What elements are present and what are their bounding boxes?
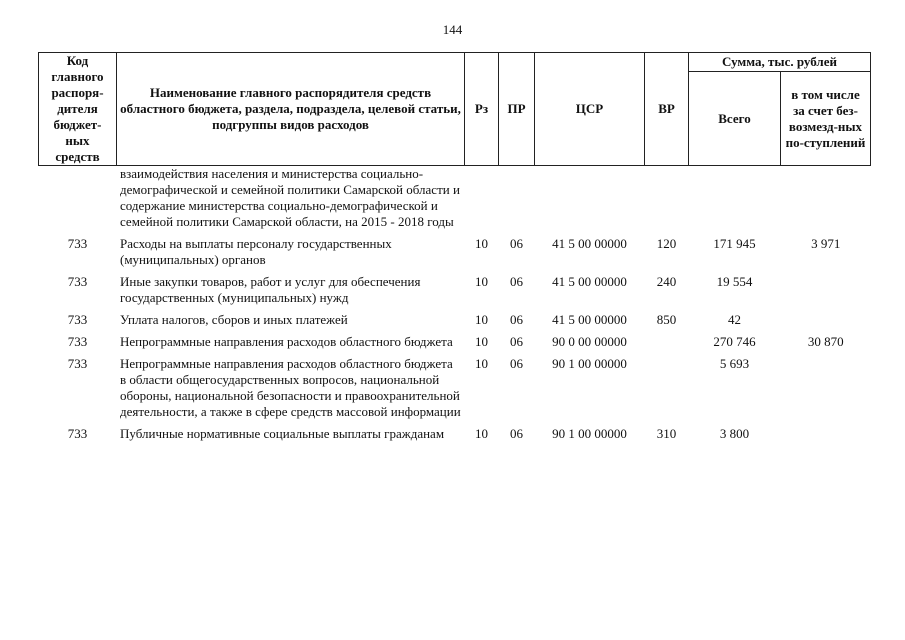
cell-free <box>781 270 871 308</box>
page-number: 144 <box>442 22 463 37</box>
continuation-text: взаимодействия населения и министерства социально-демографической и семейной политики Самарской области и содержание министерства социально-демографической и семейной политики Самарской области, на 2015 - 2018 годы <box>120 166 460 229</box>
cell-pr: 06 <box>510 236 523 251</box>
cell-name: Уплата налогов, сборов и иных платежей <box>120 312 348 327</box>
header-total: Всего <box>689 72 781 166</box>
cell-rz: 10 <box>475 236 488 251</box>
cell-pr: 06 <box>510 334 523 349</box>
cell-free: 3 971 <box>811 236 841 251</box>
cell-csr: 90 1 00 00000 <box>552 426 627 441</box>
table-header <box>39 53 871 166</box>
cell-csr: 90 0 00 00000 <box>552 334 627 349</box>
cell-vr: 310 <box>656 426 677 441</box>
table-row <box>39 330 871 352</box>
header-vr: ВР <box>645 53 689 166</box>
cell-total: 42 <box>728 312 741 327</box>
cell-pr: 06 <box>510 356 523 371</box>
cell-code: 733 <box>67 356 88 371</box>
cell-csr: 90 1 00 00000 <box>552 356 627 371</box>
budget-table <box>38 52 871 444</box>
cell-code: 733 <box>67 426 88 441</box>
table-row <box>39 308 871 330</box>
header-pr: ПР <box>499 53 535 166</box>
cell-rz: 10 <box>475 334 488 349</box>
cell-csr: 41 5 00 00000 <box>552 236 627 251</box>
cell-pr: 06 <box>510 426 523 441</box>
cell-free <box>781 352 871 422</box>
cell-vr: 850 <box>656 312 677 327</box>
table-row <box>39 422 871 444</box>
cell-vr: 240 <box>656 274 677 289</box>
cell-pr: 06 <box>510 274 523 289</box>
cell-name: Расходы на выплаты персоналу государственных (муниципальных) органов <box>120 236 392 267</box>
header-rz: Рз <box>465 53 499 166</box>
cell-name: Непрограммные направления расходов областного бюджета в области общегосударственных вопросов, национальной обороны, национальной безопасности и правоохранительной деятельности, а также в сфере средств массовой информации <box>120 356 461 419</box>
cell-name: Непрограммные направления расходов областного бюджета <box>120 334 453 349</box>
header-sum: Сумма, тыс. рублей <box>689 53 871 72</box>
cell-pr: 06 <box>510 312 523 327</box>
cell-rz: 10 <box>475 426 488 441</box>
cell-free: 30 870 <box>807 334 844 349</box>
cell-code: 733 <box>67 312 88 327</box>
table-row <box>39 352 871 422</box>
cell-name: Публичные нормативные социальные выплаты гражданам <box>120 426 445 441</box>
cell-csr: 41 5 00 00000 <box>552 312 627 327</box>
cell-csr: 41 5 00 00000 <box>552 274 627 289</box>
cell-total: 3 800 <box>719 426 750 441</box>
cell-name: Иные закупки товаров, работ и услуг для обеспечения государственных (муниципальных) нужд <box>120 274 421 305</box>
header-csr: ЦСР <box>535 53 645 166</box>
header-free: в том числе за счет без-возмезд-ных по-ступлений <box>781 72 871 166</box>
continuation-row <box>39 166 871 233</box>
cell-total: 171 945 <box>713 236 756 251</box>
cell-code: 733 <box>67 274 88 289</box>
cell-vr <box>645 330 689 352</box>
cell-free <box>781 422 871 444</box>
cell-rz: 10 <box>475 274 488 289</box>
cell-code: 733 <box>67 236 88 251</box>
cell-rz: 10 <box>475 356 488 371</box>
cell-vr: 120 <box>656 236 677 251</box>
cell-total: 5 693 <box>719 356 750 371</box>
cell-code: 733 <box>67 334 88 349</box>
cell-total: 270 746 <box>713 334 756 349</box>
cell-total: 19 554 <box>716 274 753 289</box>
table-body <box>39 166 871 445</box>
cell-rz: 10 <box>475 312 488 327</box>
table-row <box>39 270 871 308</box>
header-name: Наименование главного распорядителя средств областного бюджета, раздела, подраздела, целевой статьи, подгруппы видов расходов <box>117 53 465 166</box>
cell-free <box>781 308 871 330</box>
header-code: Код главного распоря-дителя бюджет-ных средств <box>39 53 117 166</box>
cell-vr <box>645 352 689 422</box>
table-row <box>39 232 871 270</box>
